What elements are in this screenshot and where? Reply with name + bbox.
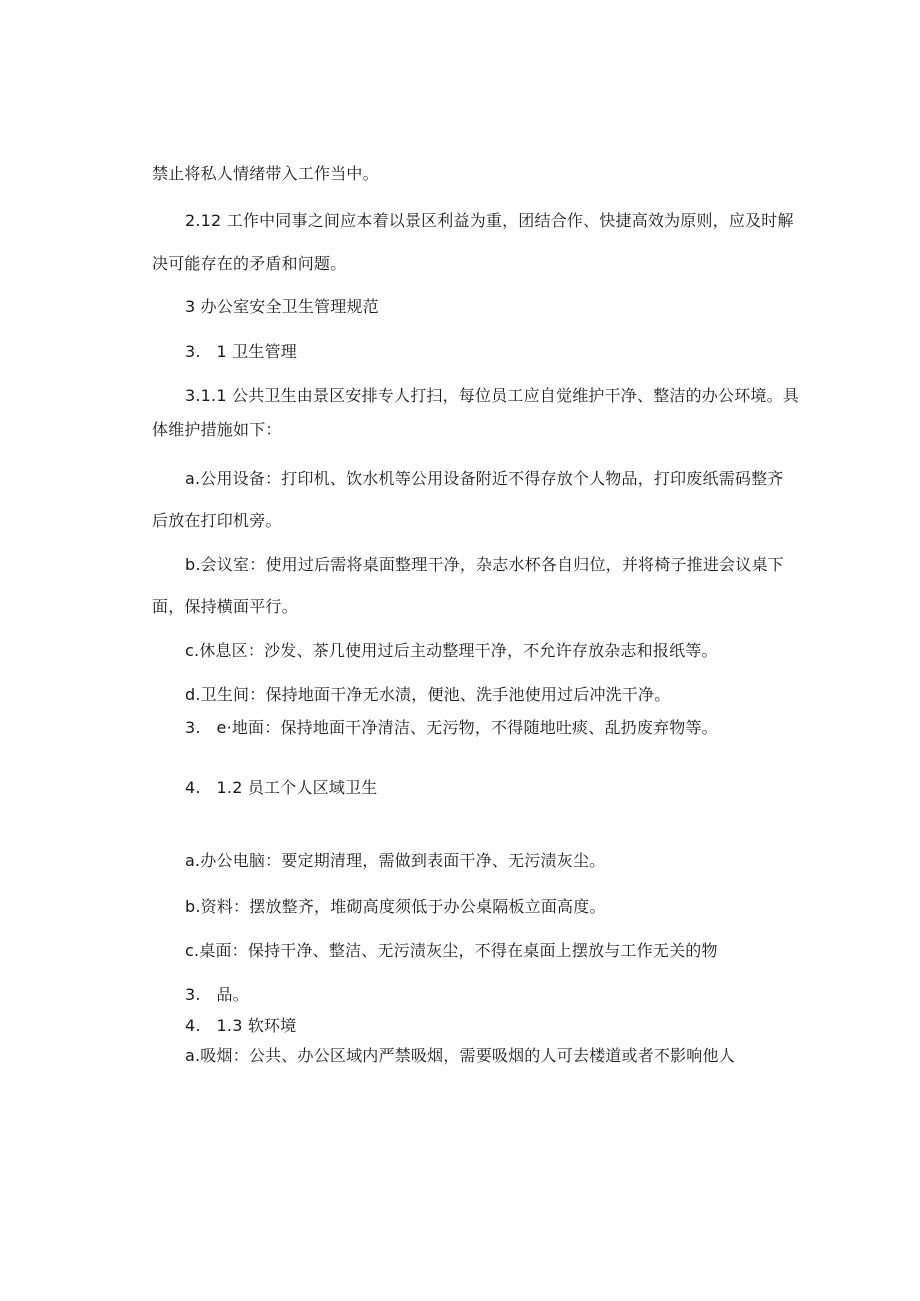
text-line: 2.12 工作中同事之间应本着以景区利益为重，团结合作、快捷高效为原则，应及时解 <box>185 211 794 230</box>
text-line: 3.1.1 公共卫生由景区安排专人打扫，每位员工应自觉维护干净、整洁的办公环境。具 <box>185 386 799 405</box>
list-item: d.卫生间：保持地面干净无水渍，便池、洗手池使用过后冲洗干净。 <box>185 685 671 704</box>
text-line: 体维护措施如下： <box>152 420 282 439</box>
list-item: b.资料：摆放整齐，堆砌高度须低于办公桌隔板立面高度。 <box>185 897 606 916</box>
text-line: 3. 品。 <box>185 985 249 1004</box>
list-item: b.会议室：使用过后需将桌面整理干净，杂志水杯各自归位，并将椅子推进会议桌下 <box>185 555 784 574</box>
section-heading: 3 办公室安全卫生管理规范 <box>185 297 379 316</box>
list-item: a.办公电脑：要定期清理，需做到表面干净、无污渍灰尘。 <box>185 851 606 870</box>
list-item: a.公用设备：打印机、饮水机等公用设备附近不得存放个人物品，打印废纸需码整齐 <box>185 469 784 488</box>
text-line: 禁止将私人情绪带入工作当中。 <box>152 164 379 183</box>
text-line: 面，保持横面平行。 <box>152 597 298 616</box>
list-item: c.休息区：沙发、茶几使用过后主动整理干净，不允许存放杂志和报纸等。 <box>185 641 718 660</box>
text-line: 后放在打印机旁。 <box>152 511 282 530</box>
list-item: a.吸烟：公共、办公区域内严禁吸烟，需要吸烟的人可去楼道或者不影响他人 <box>185 1046 735 1065</box>
list-item: 3. e·地面：保持地面干净清洁、无污物，不得随地吐痰、乱扔废弃物等。 <box>185 718 718 737</box>
subsection-heading: 4. 1.3 软环境 <box>185 1016 297 1035</box>
subsection-heading: 4. 1.2 员工个人区域卫生 <box>185 778 378 797</box>
text-line: 决可能存在的矛盾和问题。 <box>152 254 347 273</box>
list-item: c.桌面：保持干净、整洁、无污渍灰尘，不得在桌面上摆放与工作无关的物 <box>185 941 718 960</box>
subsection-heading: 3. 1 卫生管理 <box>185 342 297 361</box>
